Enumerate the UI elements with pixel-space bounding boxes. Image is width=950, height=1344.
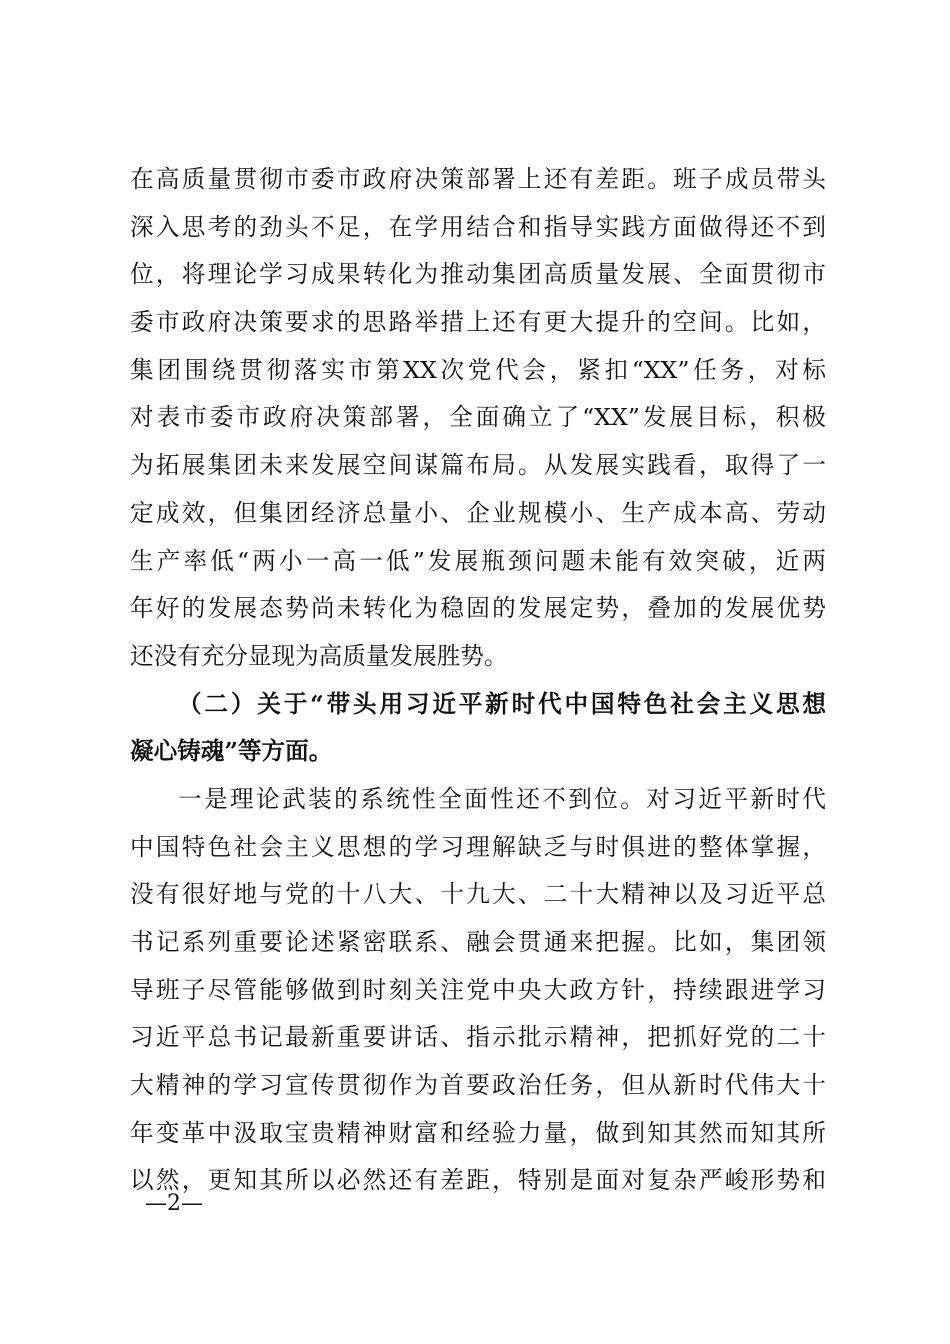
text-line: 导班子尽管能够做到时刻关注党中央大政方针，持续跟进学习 bbox=[130, 975, 826, 1004]
page-number: —2— bbox=[145, 1191, 203, 1216]
paragraph bbox=[130, 156, 826, 681]
text-line: 在高质量贯彻市委市政府决策部署上还有差距。班子成员带头 bbox=[130, 165, 826, 193]
text-line: 委市政府决策要求的思路举措上还有更大提升的空间。比如， bbox=[130, 308, 826, 337]
text-line: 深入思考的劲头不足，在学用结合和指导实践方面做得还不到 bbox=[130, 212, 826, 241]
text-line: 对表市委市政府决策部署，全面确立了“XX”发展目标，积极 bbox=[130, 403, 826, 432]
text-line: 以然，更知其所以必然还有差距，特别是面对复杂严峻形势和 bbox=[130, 1166, 826, 1195]
text-line: 书记系列重要论述紧密联系、融会贯通来把握。比如，集团领 bbox=[130, 928, 826, 956]
text-line: 生产率低“两小一高一低”发展瓶颈问题未能有效突破，近两 bbox=[130, 546, 826, 575]
text-line: 习近平总书记最新重要讲话、指示批示精神，把抓好党的二十 bbox=[130, 1023, 826, 1052]
text-line: 凝心铸魂”等方面。 bbox=[130, 737, 333, 766]
text-line: 还没有充分显现为高质量发展胜势。 bbox=[130, 641, 508, 670]
section-heading bbox=[130, 681, 826, 776]
text-line: 大精神的学习宣传贯彻作为首要政治任务，但从新时代伟大十 bbox=[130, 1071, 826, 1100]
text-line: 集团围绕贯彻落实市第XX次党代会，紧扣“XX”任务，对标 bbox=[130, 355, 826, 384]
text-line: 中国特色社会主义思想的学习理解缺乏与时俱进的整体掌握， bbox=[130, 832, 826, 861]
text-line: （二）关于“带头用习近平新时代中国特色社会主义思想 bbox=[178, 689, 826, 718]
text-line: 为拓展集团未来发展空间谋篇布局。从发展实践看，取得了一 bbox=[130, 451, 826, 480]
text-line: 位，将理论学习成果转化为推动集团高质量发展、全面贯彻市 bbox=[130, 260, 826, 289]
document-page bbox=[130, 156, 826, 1205]
paragraph bbox=[130, 776, 826, 1205]
text-line: 年变革中汲取宝贵精神财富和经验力量，做到知其然而知其所 bbox=[130, 1118, 826, 1147]
text-line: 定成效，但集团经济总量小、企业规模小、生产成本高、劳动 bbox=[130, 498, 826, 527]
text-line: 没有很好地与党的十八大、十九大、二十大精神以及习近平总 bbox=[130, 880, 826, 909]
text-line: 年好的发展态势尚未转化为稳固的发展定势，叠加的发展优势 bbox=[130, 594, 826, 623]
text-line: 一是理论武装的系统性全面性还不到位。对习近平新时代 bbox=[178, 784, 826, 813]
